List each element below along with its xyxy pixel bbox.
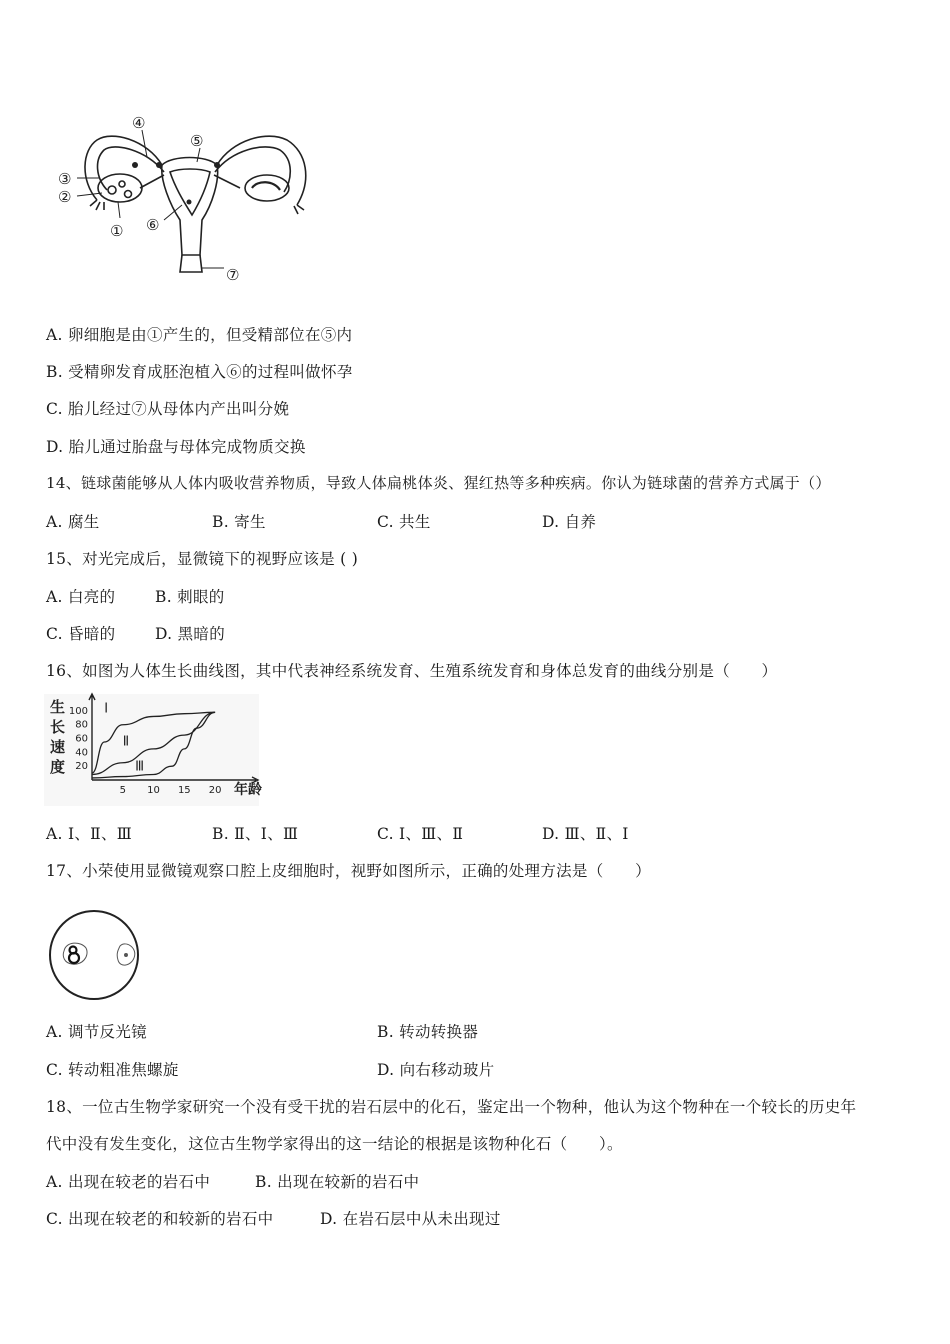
y-tick-label: 40 [75, 747, 88, 759]
q18-option-a: A. 出现在较老的岩石中 [46, 1173, 211, 1191]
q16-option-d: D. Ⅲ、Ⅱ、Ⅰ [542, 825, 629, 843]
label-4: ④ [132, 114, 146, 132]
y-tick-label: 80 [75, 719, 88, 731]
x-axis-label: 年龄 [234, 782, 262, 798]
y-axis-label-char: 速 [50, 738, 66, 756]
y-axis-label-char: 生 [50, 698, 66, 716]
q15-stem: 15、对光完成后，显微镜下的视野应该是 ( ) [46, 550, 359, 568]
label-2: ② [58, 188, 72, 206]
y-axis-label-char: 度 [50, 758, 66, 776]
q18-stem-line2: 代中没有发生变化，这位古生物学家得出的这一结论的根据是该物种化石（ ）。 [46, 1135, 623, 1153]
series-label-2: Ⅱ [122, 734, 130, 750]
q15-option-a: A. 白亮的 [46, 588, 116, 606]
q14-option-c: C. 共生 [377, 513, 431, 531]
series-label-3: Ⅲ [135, 759, 145, 775]
y-tick-label: 100 [68, 705, 88, 717]
q18-option-d: D. 在岩石层中从未出现过 [320, 1210, 501, 1228]
q18-option-b: B. 出现在较新的岩石中 [255, 1173, 420, 1191]
q14-option-d: D. 自养 [542, 513, 597, 531]
series-label-1: Ⅰ [104, 701, 109, 717]
x-tick-label: 5 [119, 785, 126, 796]
growth-chart [44, 694, 262, 806]
q16-stem: 16、如图为人体生长曲线图，其中代表神经系统发育、生殖系统发育和身体总发育的曲线分别是（ ） [46, 662, 778, 680]
q17-option-d: D. 向右移动玻片 [377, 1061, 495, 1079]
q13-option-d: D. 胎儿通过胎盘与母体完成物质交换 [46, 438, 306, 456]
y-tick-label: 20 [75, 761, 88, 773]
q14-option-b: B. 寄生 [212, 513, 266, 531]
q18-stem-line1: 18、一位古生物学家研究一个没有受干扰的岩石层中的化石，鉴定出一个物种，他认为这个物种在一个较长的历史年 [46, 1098, 857, 1116]
x-tick-label: 20 [208, 785, 222, 796]
q16-option-a: A. Ⅰ、Ⅱ、Ⅲ [46, 825, 133, 843]
uterus-diagram [52, 110, 327, 290]
y-axis-label-char: 长 [50, 718, 66, 736]
x-tick-label: 10 [147, 785, 160, 796]
q17-option-a: A. 调节反光镜 [46, 1023, 147, 1041]
x-tick-label: 15 [177, 785, 191, 796]
label-1: ① [110, 222, 124, 240]
q17-stem: 17、小荣使用显微镜观察口腔上皮细胞时，视野如图所示，正确的处理方法是（ ） [46, 862, 651, 880]
label-7: ⑦ [226, 266, 240, 284]
q13-option-a: A. 卵细胞是由①产生的，但受精部位在⑤内 [46, 326, 353, 344]
label-5: ⑤ [190, 132, 204, 150]
label-6: ⑥ [146, 216, 160, 234]
y-tick-label: 60 [75, 733, 88, 745]
label-3: ③ [58, 170, 72, 188]
q18-option-c: C. 出现在较老的和较新的岩石中 [46, 1210, 274, 1228]
q13-option-c: C. 胎儿经过⑦从母体内产出叫分娩 [46, 400, 290, 418]
q15-option-c: C. 昏暗的 [46, 625, 116, 643]
q13-option-b: B. 受精卵发育成胚泡植入⑥的过程叫做怀孕 [46, 363, 353, 381]
microscope-field-diagram [46, 906, 146, 1006]
q16-option-b: B. Ⅱ、Ⅰ、Ⅲ [212, 825, 299, 843]
q14-option-a: A. 腐生 [46, 513, 100, 531]
q17-option-c: C. 转动粗准焦螺旋 [46, 1061, 179, 1079]
q14-stem: 14、链球菌能够从人体内吸收营养物质，导致人体扁桃体炎、猩红热等多种疾病。你认为链球菌的营养方式属于（） [46, 474, 831, 492]
q15-option-b: B. 刺眼的 [155, 588, 225, 606]
q17-option-b: B. 转动转换器 [377, 1023, 479, 1041]
q16-option-c: C. Ⅰ、Ⅲ、Ⅱ [377, 825, 464, 843]
q15-option-d: D. 黑暗的 [155, 625, 226, 643]
